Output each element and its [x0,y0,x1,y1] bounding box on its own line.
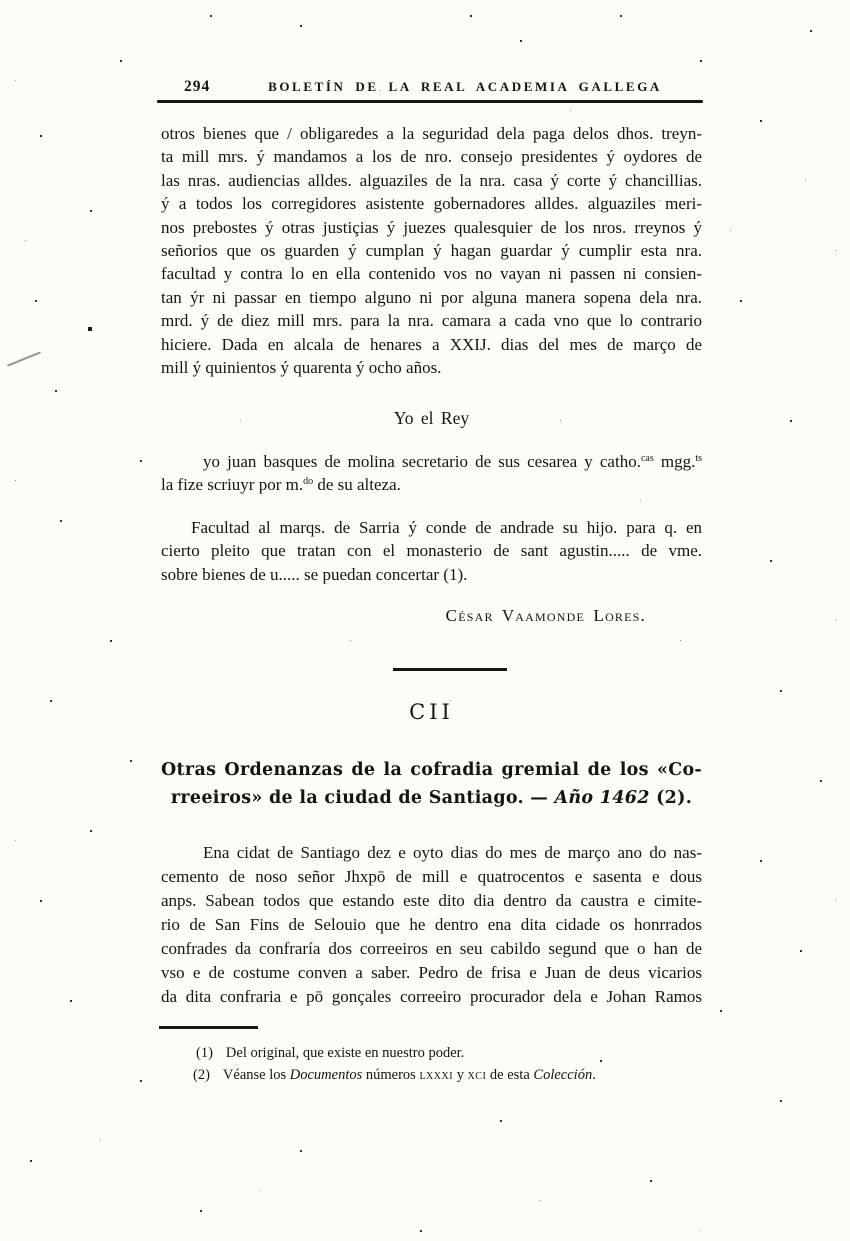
text-line: da dita confraria e pō gonçales correeiro procurador dela e Johan Ramos [161,987,702,1006]
footnote-marker: (1) [196,1045,213,1061]
text-line: cemento de noso señor Jhxpō de mill e quatrocentos e sasenta e dous [161,867,702,886]
superscript-abbreviation: ts [695,453,702,464]
text-segment: mgg. [653,452,696,471]
footnote-separator-rule [159,1026,258,1029]
header-rule [157,100,703,103]
text-segment: de su alteza. [313,475,401,495]
text-line: anps. Sabean todos que estando este dito dia dentro da caustra e cimite- [161,891,702,910]
secretary-attestation [161,450,702,497]
text-line [161,450,702,473]
footnote-roman-numeral: xci [467,1067,487,1083]
section-title-line [161,784,702,812]
text-line: hiciere. Dada en alcala de henares a XXIJ. dias del mes de março de [161,334,702,354]
footnote-text: de esta [486,1067,534,1083]
text-line: señorios que os guarden ý cumplan ý hagan guardar ý cumplir esta nra. [161,241,702,261]
footnote-text: y [453,1067,468,1083]
text-segment: la fize scriuyr por m. [161,475,304,495]
text-line: mrd. ý de diez mill mrs. para la nra. camara a cada vno que lo contrario [161,311,702,331]
text-line: cierto pleito que tratan con el monasterio de sant agustin..... de vme. [161,541,702,561]
section-title [161,756,702,812]
footnote-roman-numeral: lxxxi [419,1067,454,1083]
text-segment: (2). [649,788,693,808]
text-line: confrades da confraría dos correeiros en seu cabildo segund que o han de [161,939,702,958]
footnote-2 [193,1064,713,1086]
text-line: las nras. audiencias alldes. alguaziles de la nra. casa ý corte ý chancillias. [161,170,702,190]
text-segment: yo juan basques de molina secretario de sus cesarea y catho. [203,452,641,471]
royal-signature: Yo el Rey [393,408,470,428]
author-signature: César Vaamonde Lores. [445,606,646,625]
footnote-text: Véanse los [222,1067,290,1083]
text-line: ta mill mrs. ý mandamos a los de nro. consejo presidentes ý oydores de [161,147,702,167]
text-line: vso e de costume conven a saber. Pedro de frisa e Juan de deus vicarios [161,963,702,982]
superscript-abbreviation: do [303,476,314,488]
text-line: rio de San Fins de Selouio que he dentro ena dita cidade os honrrados [161,915,702,934]
section-number: CII [409,700,454,724]
royal-decree-paragraph [161,122,702,379]
text-line: sobre bienes de u..... se puedan concertar (1). [161,564,468,584]
footnote-text: . [592,1067,596,1083]
text-line: mill ý quinientos ý quarenta ý ocho años. [161,358,442,378]
text-line: otros bienes que / obligaredes a la seguridad dela paga delos dhos. treyn- [161,124,702,143]
text-line: Ena cidat de Santiago dez e oyto dias do mes de março ano do nas- [203,843,702,862]
ordinance-paragraph [161,841,702,1009]
footnote-marker: (2) [193,1067,210,1083]
text-segment: rreeiros» de la ciudad de Santiago. — [170,788,555,808]
text-line: ý a todos los corregidores asistente gobernadores alldes. alguaziles meri- [161,194,702,214]
text-line: tan ýr ni passar en tiempo alguno ni por alguna manera sopena dela nra. [161,287,702,307]
footnote-1 [196,1042,716,1064]
section-title-line: Otras Ordenanzas de la cofradia gremial de los «Co- [161,760,702,780]
scan-noise-light [0,0,1,1]
text-line: facultad y contra lo en ella contenido vos no vayan ni passen ni consien- [161,264,702,284]
section-divider-rule [393,668,507,671]
page-number: 294 [184,78,211,95]
text-line [161,473,702,496]
faculty-note-paragraph [161,516,702,586]
journal-header-title: BOLETÍN DE LA REAL ACADEMIA GALLEGA [268,79,662,94]
text-line: Facultad al marqs. de Sarria ý conde de andrade su hijo. para q. en [191,518,702,537]
footnote-text: Del original, que existe en nuestro poder. [225,1045,465,1061]
footnote-italic-word: Colección [533,1067,593,1083]
text-line: nos prebostes ý otras justiçias ý juezes qualesquier de los nros. rreynos ý [161,217,702,237]
footnote-italic-word: Documentos [289,1067,363,1083]
title-year-italic: Año 1462 [554,788,650,808]
superscript-abbreviation: cas [640,453,654,464]
footnote-text: números [362,1067,420,1083]
scan-scratch-mark [7,351,41,366]
